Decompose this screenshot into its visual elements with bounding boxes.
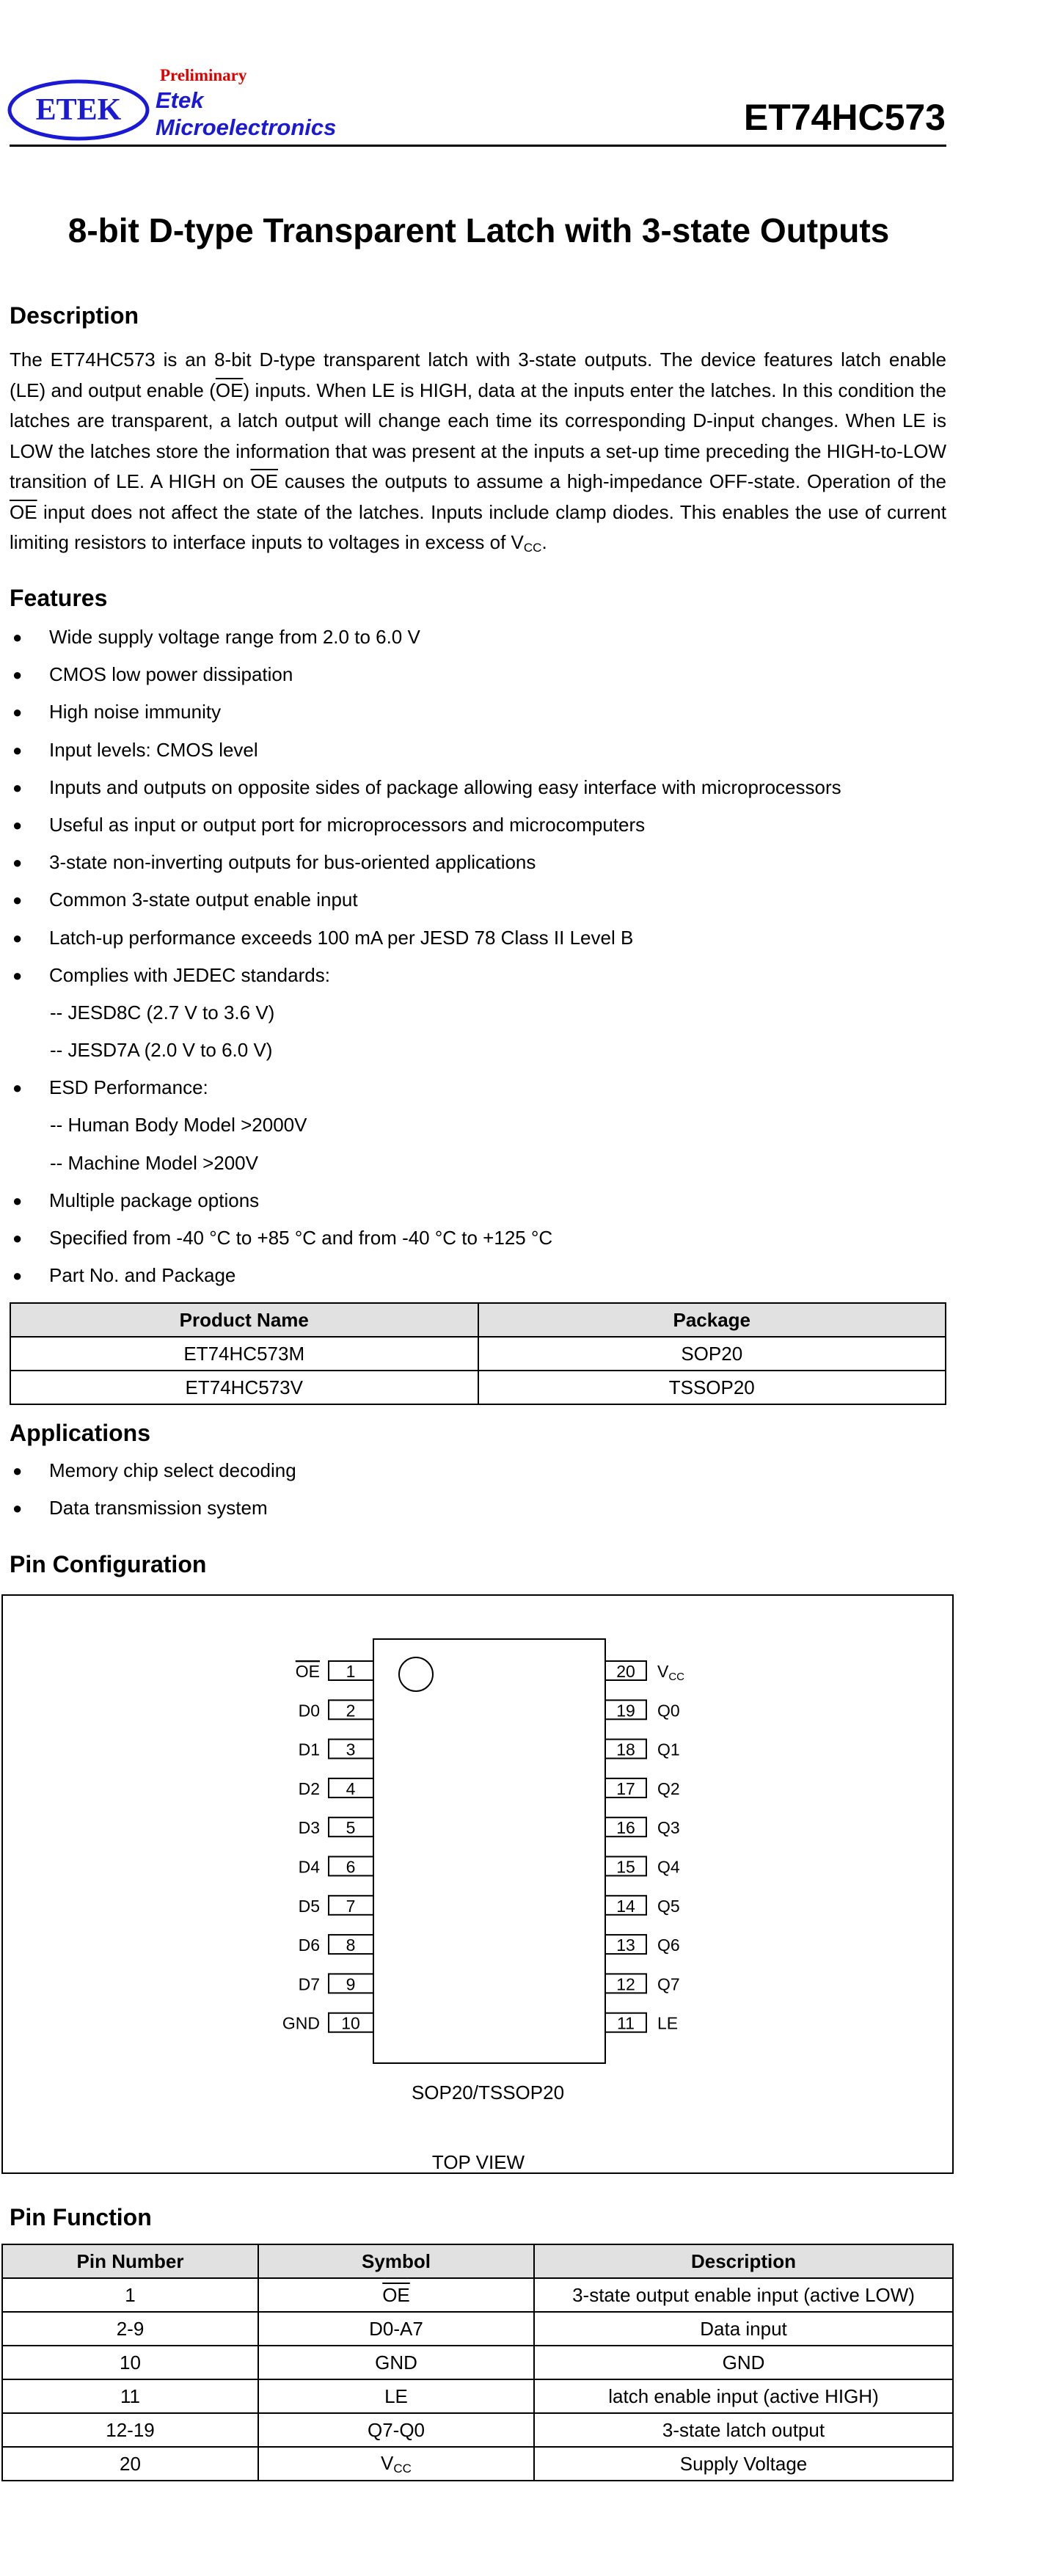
pin-label: OE — [295, 1662, 320, 1681]
pin-label: D6 — [298, 1935, 320, 1955]
oe-signal: $\overline{OE}$ — [382, 2283, 410, 2306]
table-cell: 3-state output enable input (active LOW) — [534, 2278, 953, 2312]
pin-label: Q4 — [657, 1857, 680, 1877]
table-cell: Q7-Q0 — [258, 2413, 534, 2447]
feature-subitem: -- JESD7A (2.0 V to 6.0 V) — [50, 1039, 273, 1062]
column-header: Package — [478, 1303, 946, 1337]
column-header: Description — [534, 2244, 953, 2278]
table-cell — [258, 2278, 534, 2312]
table-row — [2, 2413, 953, 2447]
logo-text: ETEK — [35, 93, 122, 127]
table-row — [10, 1371, 946, 1404]
table-cell: Supply Voltage — [534, 2447, 953, 2481]
application-item: ● Data transmission system — [10, 1489, 949, 1527]
pin-function-heading: Pin Function — [10, 2204, 152, 2230]
table-cell — [258, 2447, 534, 2481]
pin-number: 14 — [616, 1896, 635, 1916]
pin-function-table — [1, 2244, 954, 2481]
company-name-line1: Etek — [156, 87, 204, 113]
feature-subitem: -- Machine Model >200V — [50, 1151, 258, 1174]
features-list — [10, 619, 949, 1294]
feature-item: ● Multiple package options — [10, 1182, 949, 1219]
table-row — [2, 2447, 953, 2481]
bullet: ● — [12, 1079, 23, 1098]
pin-number: 9 — [346, 1974, 356, 1994]
top-view-label: TOP VIEW — [431, 2151, 525, 2172]
bullet: ● — [12, 1229, 23, 1247]
feature-item: ● CMOS low power dissipation — [10, 656, 949, 693]
feature-item: ● Wide supply voltage range from 2.0 to 6.0 V — [10, 619, 949, 656]
table-cell: 3-state latch output — [534, 2413, 953, 2447]
table-row — [2, 2346, 953, 2379]
table-header-row — [10, 1303, 946, 1337]
preliminary-label: Preliminary — [160, 66, 247, 84]
pin-label: D0 — [298, 1701, 320, 1721]
company-name-line2: Microelectronics — [156, 114, 337, 140]
pin-label: VCC — [657, 1662, 685, 1683]
part-number: ET74HC573 — [743, 97, 946, 138]
table-header-row — [2, 2244, 953, 2278]
pin-label: LE — [657, 2013, 679, 2033]
left-pins — [282, 1661, 373, 2033]
pin-label: GND — [282, 2013, 320, 2033]
pin-configuration-heading: Pin Configuration — [10, 1551, 207, 1577]
bullet: ● — [12, 1499, 23, 1518]
vcc-subscript: CC — [523, 541, 542, 555]
pin1-indicator — [399, 1657, 433, 1691]
vcc-symbol: V — [381, 2451, 394, 2474]
package-label: SOP20/TSSOP20 — [411, 2081, 565, 2104]
feature-item: ● High noise immunity — [10, 693, 949, 731]
pin-number: 15 — [616, 1857, 635, 1877]
table-cell: 20 — [2, 2447, 258, 2481]
header-divider — [10, 145, 946, 147]
bullet: ● — [12, 703, 23, 722]
pin-diagram-svg — [3, 1596, 952, 2172]
table-cell: 2-9 — [2, 2312, 258, 2346]
vcc-subscript: CC — [393, 2461, 412, 2475]
desc-part-2: ) inputs. When LE is HIGH, data at the inputs enter the latches. In this condition the latches are transparent, a latch output will change each time its corresponding D-input changes. When LE is LOW the latches store the information that was present at the inputs a set-up time preceding the HIGH-to-LOW transition of LE. A HIGH on — [10, 379, 946, 492]
table-cell: GND — [258, 2346, 534, 2379]
bullet: ● — [12, 778, 23, 797]
desc-part-1: The ET74HC573 is an 8-bit D-type transparent latch with 3-state outputs. The device features latch enable (LE) and output enable ( — [10, 349, 946, 401]
feature-subitem: -- Human Body Model >2000V — [50, 1114, 307, 1136]
bullet: ● — [12, 1266, 23, 1285]
pin-number: 19 — [616, 1701, 635, 1721]
feature-item: ● Useful as input or output port for microprocessors and microcomputers — [10, 806, 949, 844]
desc-part-4: input does not affect the state of the latches. Inputs include clamp diodes. This enables the use of current limiting resistors to interface inputs to voltages in excess of — [10, 500, 946, 553]
pin-number: 1 — [346, 1662, 356, 1681]
pin-number: 17 — [616, 1778, 635, 1798]
table-cell: Data input — [534, 2312, 953, 2346]
bullet: ● — [12, 628, 23, 646]
column-header: Product Name — [10, 1303, 478, 1337]
pin-label: Q7 — [657, 1974, 680, 1994]
pin-number: 2 — [346, 1701, 356, 1721]
table-cell: ET74HC573V — [10, 1371, 478, 1404]
features-heading: Features — [10, 585, 108, 611]
table-cell: latch enable input (active HIGH) — [534, 2379, 953, 2413]
description-heading: Description — [10, 302, 139, 329]
etek-logo — [7, 79, 150, 141]
pin-label: Q3 — [657, 1818, 680, 1838]
oe-signal: $\overline{OE}$ — [250, 470, 279, 492]
desc-part-3: causes the outputs to assume a high-impedance OFF-state. Operation of the — [278, 470, 946, 492]
oe-signal: $\overline{OE}$ — [215, 379, 244, 401]
pin-number: 18 — [616, 1740, 635, 1759]
ic-package-body — [373, 1639, 605, 2063]
company-name — [156, 87, 336, 141]
pin-number: 3 — [346, 1740, 356, 1759]
table-cell: 11 — [2, 2379, 258, 2413]
pin-label: D4 — [298, 1857, 320, 1877]
right-pins — [605, 1661, 684, 2033]
package-table — [10, 1302, 946, 1405]
pin-label: D5 — [298, 1896, 320, 1916]
table-row — [2, 2312, 953, 2346]
pin-number: 8 — [346, 1935, 356, 1955]
feature-item: ● Part No. and Package — [10, 1257, 949, 1294]
table-cell: D0-A7 — [258, 2312, 534, 2346]
application-item: ● Memory chip select decoding — [10, 1452, 949, 1489]
pin-label: D7 — [298, 1974, 320, 1994]
table-row — [10, 1337, 946, 1371]
table-cell: SOP20 — [478, 1337, 946, 1371]
pin-number: 13 — [616, 1935, 635, 1955]
table-row — [2, 2379, 953, 2413]
pin-number: 7 — [346, 1896, 356, 1916]
table-cell: LE — [258, 2379, 534, 2413]
table-cell: TSSOP20 — [478, 1371, 946, 1404]
table-cell: 1 — [2, 2278, 258, 2312]
description-text: The ET74HC573 is an 8-bit D-type transparent latch with 3-state outputs. The device features latch enable (LE) and output enable $(\overline{OE})$ inputs. When LE is HIGH, data at the inputs enter the latches. In this condition the latches are transparent, a latch output will change each time its corresponding D-input changes. When LE is LOW the latches store the information that was present at the inputs a set-up time preceding the HIGH-to-LOW transition of LE. A HIGH on $\overline{OE}$ causes the outputs to assume a high-impedance OFF-state. Operation of the $\overline{OE}$ input does not affect the state of the latches. Inputs include clamp diodes. This enables the use of current limiting resistors to interface inputs to voltages in excess of $V_{CC}$. — [10, 349, 946, 555]
bullet: ● — [12, 891, 23, 910]
oe-signal: $\overline{OE}$ — [10, 500, 37, 523]
table-cell: ET74HC573M — [10, 1337, 478, 1371]
pin-label: Q1 — [657, 1740, 680, 1759]
feature-subitem: -- JESD8C (2.7 V to 3.6 V) — [50, 1001, 275, 1024]
bullet: ● — [12, 815, 23, 834]
column-header: Symbol — [258, 2244, 534, 2278]
bullet: ● — [12, 966, 23, 985]
pin-number: 20 — [616, 1662, 635, 1681]
document-title: 8-bit D-type Transparent Latch with 3-state Outputs — [67, 211, 890, 249]
feature-item: ● 3-state non-inverting outputs for bus-oriented applications — [10, 844, 949, 881]
table-row — [2, 2278, 953, 2312]
pin-configuration-diagram — [1, 1594, 954, 2174]
pin-label: D2 — [298, 1778, 320, 1798]
bullet: ● — [12, 928, 23, 947]
pin-label: Q5 — [657, 1896, 680, 1916]
applications-heading: Applications — [10, 1420, 151, 1446]
feature-item: ● Inputs and outputs on opposite sides of package allowing easy interface with microprocessors — [10, 769, 949, 806]
feature-item: ● Common 3-state output enable input — [10, 881, 949, 919]
pin-label: D1 — [298, 1740, 320, 1759]
table-cell: 12-19 — [2, 2413, 258, 2447]
feature-item: ● Latch-up performance exceeds 100 mA per JESD 78 Class II Level B — [10, 919, 949, 957]
feature-item: ● Complies with JEDEC standards: — [10, 957, 949, 994]
pin-number: 5 — [346, 1818, 356, 1838]
feature-item: ● Input levels: CMOS level — [10, 731, 949, 769]
table-cell: 10 — [2, 2346, 258, 2379]
bullet: ● — [12, 1462, 23, 1480]
bullet: ● — [12, 853, 23, 872]
pin-number: 16 — [616, 1818, 635, 1838]
pin-number: 4 — [346, 1778, 356, 1798]
pin-number: 11 — [617, 2013, 635, 2033]
pin-label: Q6 — [657, 1935, 680, 1955]
pin-number: 10 — [341, 2013, 360, 2033]
feature-item: ● Specified from -40 °C to +85 °C and from -40 °C to +125 °C — [10, 1219, 949, 1257]
bullet: ● — [12, 740, 23, 759]
applications-list — [10, 1452, 949, 1527]
pin-number: 6 — [346, 1857, 356, 1877]
bullet: ● — [12, 665, 23, 685]
table-cell: GND — [534, 2346, 953, 2379]
column-header: Pin Number — [2, 2244, 258, 2278]
vcc-symbol: V — [511, 531, 524, 553]
pin-label: D3 — [298, 1818, 320, 1838]
pin-number: 12 — [616, 1974, 635, 1994]
bullet: ● — [12, 1191, 23, 1210]
pin-label: Q0 — [657, 1701, 680, 1721]
feature-item: ● ESD Performance: — [10, 1069, 949, 1106]
pin-label: Q2 — [657, 1778, 680, 1798]
